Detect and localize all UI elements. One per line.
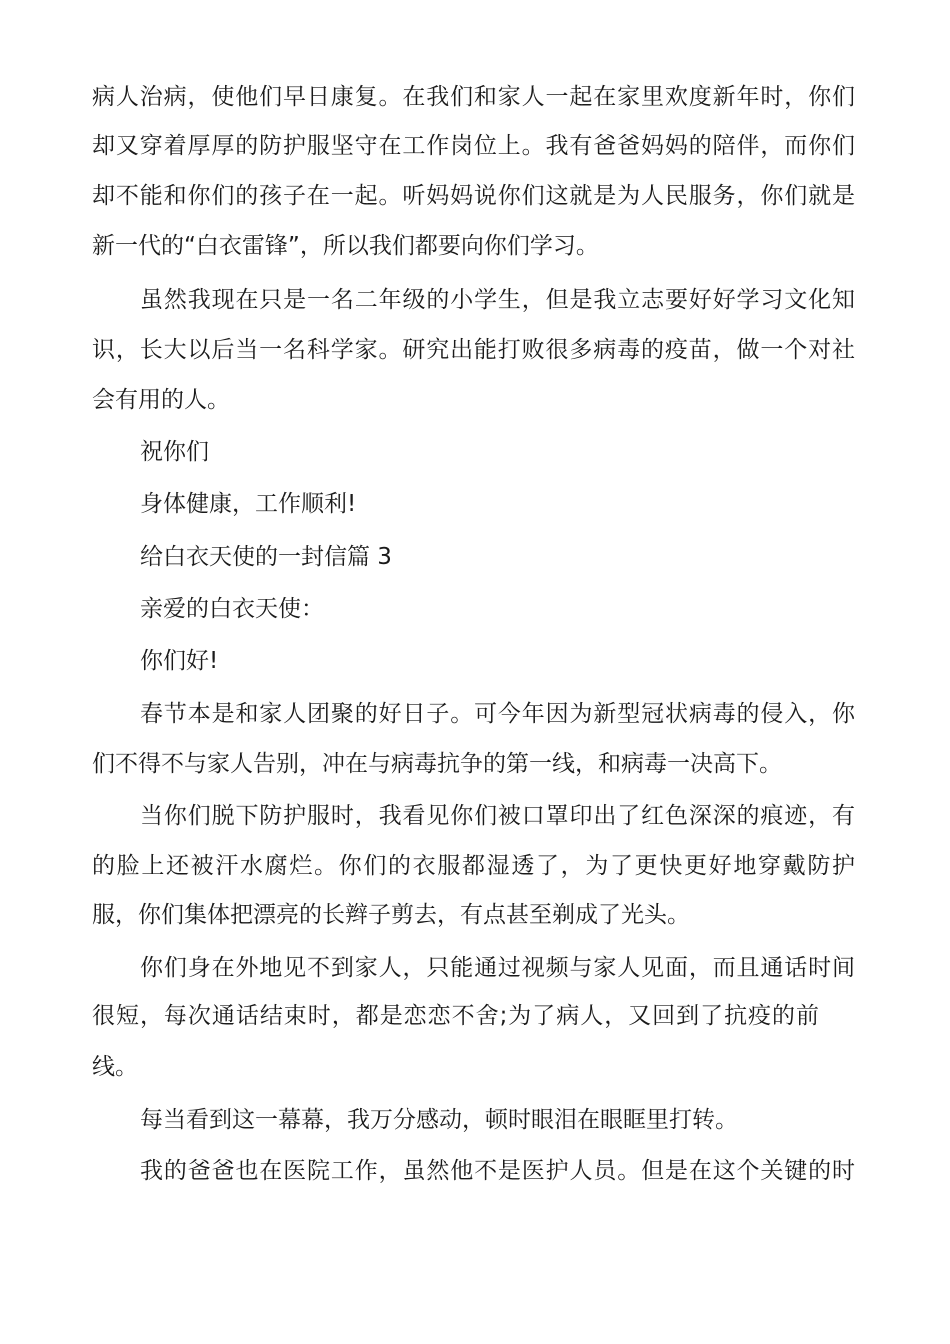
text-line: 线。 — [92, 1054, 138, 1080]
text-line: 当你们脱下防护服时，我看见你们被口罩印出了红色深深的痕迹，有 — [140, 803, 855, 829]
text-line: 虽然我现在只是一名二年级的小学生，但是我立志要好好学习文化知 — [140, 287, 855, 313]
salutation: 亲爱的白衣天使： — [140, 596, 324, 622]
text-line: 身体健康，工作顺利! — [140, 491, 357, 517]
text-line: 会有用的人。 — [92, 387, 230, 413]
text-line: 新一代的“白衣雷锋”，所以我们都要向你们学习。 — [92, 233, 599, 259]
text-line: 我的爸爸也在医院工作，虽然他不是医护人员。但是在这个关键的时 — [140, 1158, 855, 1184]
text-line: 却又穿着厚厚的防护服坚守在工作岗位上。我有爸爸妈妈的陪伴，而你们 — [92, 133, 855, 159]
text-line: 们不得不与家人告别，冲在与病毒抗争的第一线，和病毒一决高下。 — [92, 751, 782, 777]
text-line: 你们身在外地见不到家人，只能通过视频与家人见面，而且通话时间 — [140, 955, 855, 981]
text-line: 很短，每次通话结束时，都是恋恋不舍;为了病人，又回到了抗疫的前 — [92, 1003, 819, 1029]
text-line: 病人治病，使他们早日康复。在我们和家人一起在家里欢度新年时，你们 — [92, 84, 855, 110]
section-heading: 给白衣天使的一封信篇 3 — [140, 544, 392, 570]
text-line: 服，你们集体把漂亮的长辫子剪去，有点甚至剃成了光头。 — [92, 902, 690, 928]
text-line: 却不能和你们的孩子在一起。听妈妈说你们这就是为人民服务，你们就是 — [92, 183, 855, 209]
text-line: 祝你们 — [140, 439, 209, 465]
text-line: 每当看到这一幕幕，我万分感动，顿时眼泪在眼眶里打转。 — [140, 1107, 738, 1133]
text-line: 的脸上还被汗水腐烂。你们的衣服都湿透了，为了更快更好地穿戴防护 — [92, 853, 855, 879]
text-line: 春节本是和家人团聚的好日子。可今年因为新型冠状病毒的侵入，你 — [140, 701, 855, 727]
greeting: 你们好! — [140, 648, 219, 674]
text-line: 识，长大以后当一名科学家。研究出能打败很多病毒的疫苗，做一个对社 — [92, 337, 855, 363]
